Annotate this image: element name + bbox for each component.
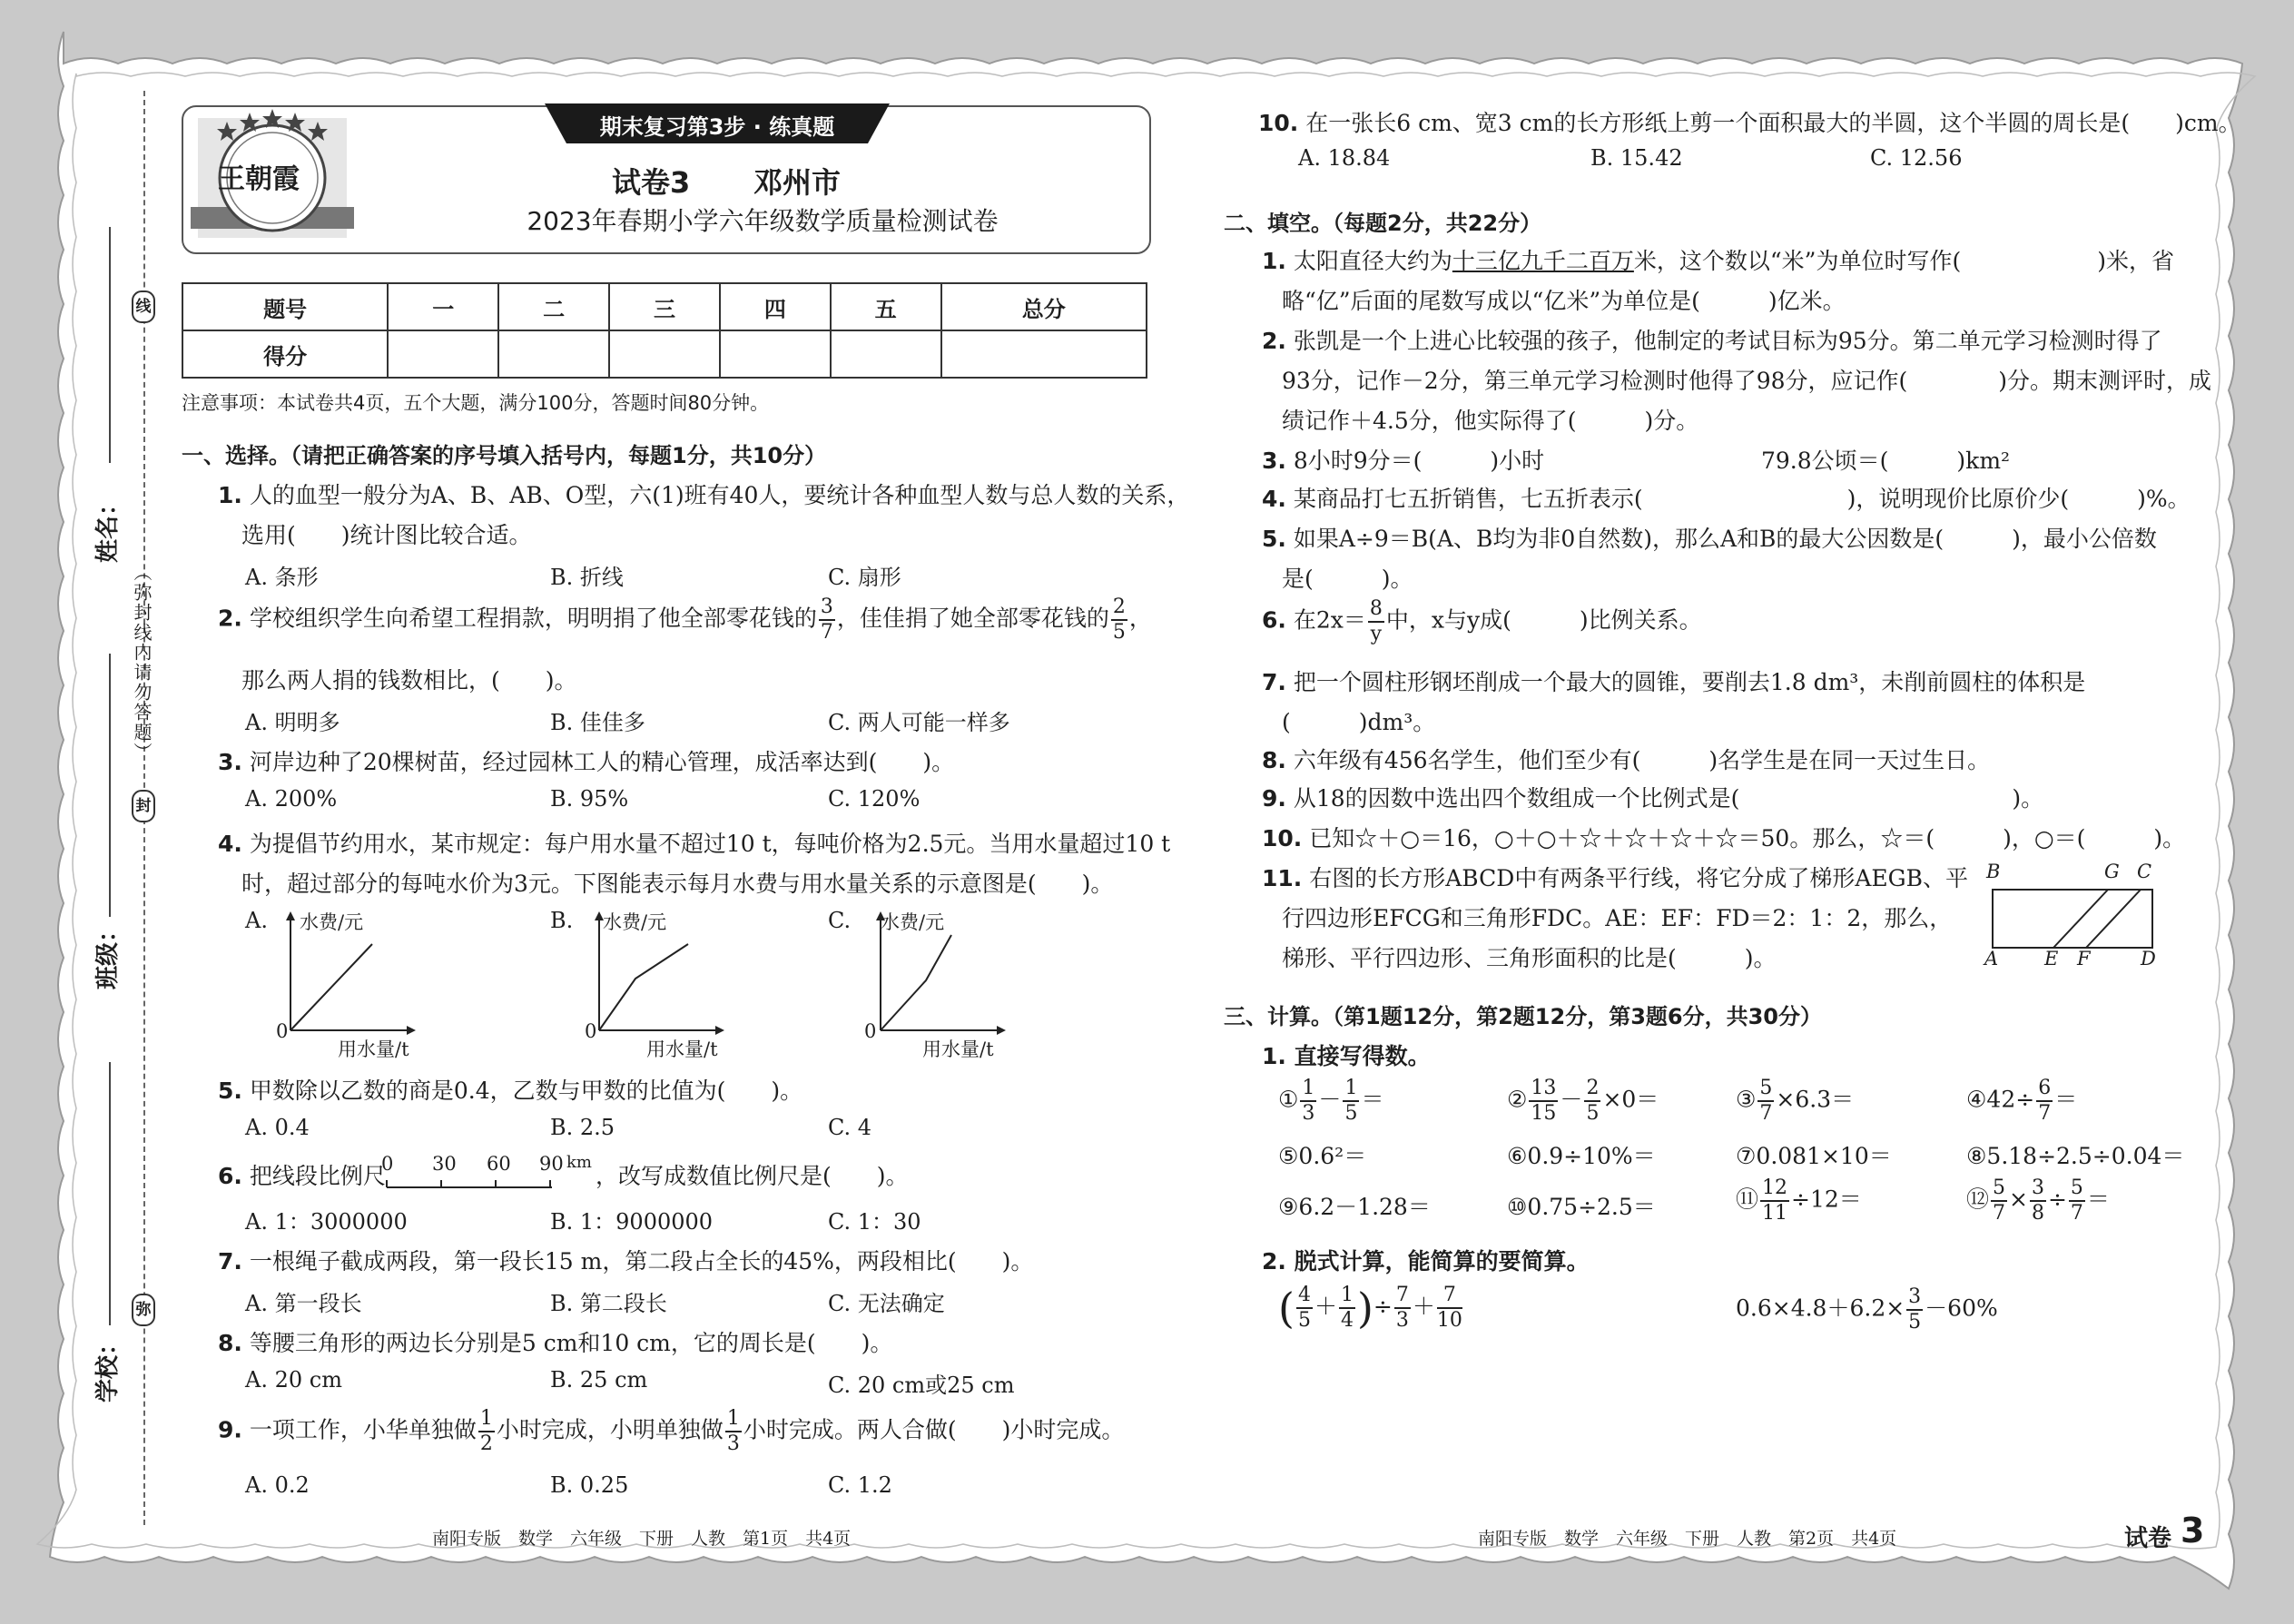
s1-q10-option-b[interactable]: B. 15.42 — [1590, 145, 1683, 171]
scale-tick: 90 — [539, 1153, 564, 1175]
diagram-label-g: G — [2104, 861, 2120, 882]
scale-tick: 30 — [432, 1153, 457, 1175]
s1-q3-option-b[interactable]: B. 95% — [550, 786, 629, 812]
calc-11: ⑪ $\frac{12}{11}$ ÷12＝ — [1736, 1176, 1862, 1225]
calc-3: ③ $\frac{5}{7}$ ×6.3＝ — [1736, 1077, 1855, 1125]
score-header-cell: 题号 — [182, 283, 388, 330]
s2-q11: 11. 右图的长方形ABCD中有两条平行线，将它分成了梯形AEGB、平 — [1262, 865, 1968, 891]
s1-q5-option-a[interactable]: A. 0.4 — [245, 1115, 310, 1140]
s2-q2: 2. 张凯是一个上进心比较强的孩子，他制定的考试目标为95分。第二单元学习检测时得了 — [1262, 328, 2162, 354]
calc-1: ① $\frac{1}{3}$ － $\frac{1}{5}$ ＝ — [1278, 1077, 1384, 1125]
s2-q7: 7. 把一个圆柱形钢坯削成一个最大的圆锥，要削去1.8 dm³，未削前圆柱的体积是 — [1262, 669, 2086, 695]
s1-q2-option-a[interactable]: A. 明明多 — [245, 710, 340, 735]
graph-a-origin: 0 — [276, 1020, 289, 1042]
score-value-row — [182, 330, 1147, 378]
calc-4: ④42÷ $\frac{6}{7}$ ＝ — [1966, 1077, 2078, 1125]
score-table — [182, 282, 1147, 379]
graph-a-ylabel: 水费/元 — [300, 911, 364, 933]
section1-title: 一、选择。（请把正确答案的序号填入括号内，每题1分，共10分） — [182, 443, 827, 468]
school-label: 学校： — [94, 1331, 122, 1403]
s2-q3: 3. 8小时9分＝( )小时 — [1262, 448, 1545, 474]
s1-q6: 6. 把线段比例尺 — [218, 1163, 386, 1189]
s1-q5-option-b[interactable]: B. 2.5 — [550, 1115, 615, 1140]
score-cell[interactable] — [609, 330, 720, 378]
s1-q7-option-a[interactable]: A. 第一段长 — [245, 1291, 362, 1316]
binding-seal-mark: 封 — [132, 790, 155, 822]
s1-q1-option-a[interactable]: A. 条形 — [245, 565, 319, 590]
notice: 注意事项：本试卷共4页，五个大题，满分100分，答题时间80分钟。 — [182, 392, 770, 414]
binding-note: （弥封线内请勿答题） — [131, 563, 153, 763]
exam-city: 邓州市 — [753, 165, 842, 200]
binding-line-mark: 线 — [132, 290, 155, 323]
s2-q5: 5. 如果A÷9＝B(A、B均为非0自然数)，那么A和B的最大公因数是( )，最小公倍数 — [1262, 526, 2157, 552]
scale-bar — [383, 1158, 565, 1195]
scale-tick: 60 — [487, 1153, 511, 1175]
s2-q6: 6. 在2x＝ $\frac{8}{y}$ 中，x与y成( )比例关系。 — [1262, 597, 1702, 645]
s1-q8-option-b[interactable]: B. 25 cm — [550, 1367, 648, 1393]
score-header-cell: 总分 — [941, 283, 1147, 330]
logo-text: 王朝霞 — [218, 163, 300, 195]
s2-q9: 9. 从18的因数中选出四个数组成一个比例式是( )。 — [1262, 785, 2044, 812]
graph-a-xlabel: 用水量/t — [338, 1038, 409, 1060]
s2-q11-line3: 梯形、平行四边形、三角形面积的比是( )。 — [1282, 945, 1777, 971]
score-header-cell: 四 — [720, 283, 831, 330]
diagram-label-f: F — [2077, 948, 2091, 969]
exam-number: 试卷3 — [612, 165, 691, 200]
calc-10: ⑩0.75÷2.5＝ — [1507, 1194, 1656, 1220]
scale-tick: 0 — [381, 1153, 394, 1175]
diagram-label-a: A — [1984, 948, 1999, 969]
s1-q6-option-b[interactable]: B. 1：9000000 — [550, 1209, 714, 1235]
s1-q7-option-c[interactable]: C. 无法确定 — [828, 1291, 945, 1316]
binding-mi-mark: 弥 — [132, 1294, 155, 1326]
school-input-line[interactable] — [109, 1062, 111, 1325]
score-cell[interactable] — [388, 330, 498, 378]
name-label: 姓名： — [94, 491, 122, 563]
s1-q9-option-b[interactable]: B. 0.25 — [550, 1472, 629, 1498]
calc-2: ② $\frac{13}{15}$ － $\frac{2}{5}$ ×0＝ — [1507, 1077, 1659, 1125]
s1-q8-option-a[interactable]: A. 20 cm — [245, 1367, 342, 1393]
calc-9: ⑨6.2－1.28＝ — [1278, 1194, 1431, 1220]
s1-q1-option-c[interactable]: C. 扇形 — [828, 565, 901, 590]
scale-unit: km — [566, 1153, 592, 1172]
footer-left: 南阳专版 数学 六年级 下册 人教 第1页 共4页 — [432, 1529, 852, 1549]
expr-1: ( $\frac{4}{5}$ ＋ $\frac{1}{4}$ )÷ $\frac{7}{3}$ ＋ $\frac{7}{10}$ — [1278, 1284, 1462, 1333]
s2-q11-line2: 行四边形EFCG和三角形FDC。AE：EF：FD＝2：1：2，那么， — [1282, 905, 1953, 931]
s1-q10: 10. 在一张长6 cm、宽3 cm的长方形纸上剪一个面积最大的半圆，这个半圆的周长是( )cm。 — [1258, 110, 2241, 136]
page-badge-number: 3 — [2181, 1511, 2205, 1550]
score-header-cell: 五 — [831, 283, 941, 330]
s1-q2-line2: 那么两人捐的钱数相比，( )。 — [241, 667, 577, 694]
s2-q2-line2: 93分，记作－2分，第三单元学习检测时他得了98分，应记作( )分。期末测评时，成 — [1282, 368, 2212, 394]
score-header-cell: 一 — [388, 283, 498, 330]
s2-q8: 8. 六年级有456名学生，他们至少有( )名学生是在同一天过生日。 — [1262, 747, 1991, 773]
s2-q4: 4. 某商品打七五折销售，七五折表示( )，说明现价比原价少( )%。 — [1262, 486, 2191, 512]
graph-b-origin: 0 — [585, 1020, 597, 1042]
s1-q4: 4. 为提倡节约用水，某市规定：每户用水量不超过10 t，每吨价格为2.5元。当用水量超过10 t — [218, 831, 1171, 857]
s1-q6-rest: ，改写成数值比例尺是( )。 — [596, 1163, 909, 1189]
s1-q4-option-a[interactable]: A. — [245, 908, 268, 933]
s1-q10-option-a[interactable]: A. 18.84 — [1298, 145, 1391, 171]
diagram-label-c: C — [2137, 861, 2152, 882]
diagram-label-e: E — [2044, 948, 2059, 969]
s1-q4-line2: 时，超过部分的每吨水价为3元。下图能表示每月水费与用水量关系的示意图是( )。 — [241, 871, 1114, 897]
graph-b-ylabel: 水费/元 — [603, 911, 667, 933]
score-cell[interactable] — [498, 330, 609, 378]
section2-title: 二、填空。（每题2分，共22分） — [1224, 211, 1542, 236]
s1-q3: 3. 河岸边种了20棵树苗，经过园林工人的精心管理，成活率达到( )。 — [218, 749, 955, 775]
step-banner: 期末复习第3步 · 练真题 — [599, 114, 835, 140]
s1-q4-option-c[interactable]: C. — [828, 908, 852, 933]
calc-7: ⑦0.081×10＝ — [1736, 1143, 1892, 1169]
score-header-row — [182, 283, 1147, 330]
graph-c-origin: 0 — [864, 1020, 877, 1042]
s1-q9-option-a[interactable]: A. 0.2 — [245, 1472, 310, 1498]
s1-q1-line2: 选用( )统计图比较合适。 — [241, 522, 532, 548]
s1-q6-option-c[interactable]: C. 1：30 — [828, 1209, 921, 1235]
s3-q2-title: 2. 脱式计算，能简算的要简算。 — [1262, 1248, 1590, 1275]
s2-q1-line2: 略“亿”后面的尾数写成以“亿米”为单位是( )亿米。 — [1282, 288, 1846, 314]
calc-5: ⑤0.6²＝ — [1278, 1143, 1367, 1169]
s1-q2-option-b[interactable]: B. 佳佳多 — [550, 710, 645, 735]
s1-q7: 7. 一根绳子截成两段，第一段长15 m，第二段占全长的45%，两段相比( )。 — [218, 1248, 1034, 1275]
s1-q3-option-c[interactable]: C. 120% — [828, 786, 921, 812]
s1-q7-option-b[interactable]: B. 第二段长 — [550, 1291, 667, 1316]
s2-q5-line2: 是( )。 — [1282, 566, 1413, 592]
s1-q8: 8. 等腰三角形的两边长分别是5 cm和10 cm，它的周长是( )。 — [218, 1330, 893, 1356]
s1-q8-option-c[interactable]: C. 20 cm或25 cm — [828, 1373, 1015, 1398]
s2-q10: 10. 已知☆＋○＝16，○＋○＋☆＋☆＋☆＋☆＝50。那么，☆＝( )，○＝( )。 — [1262, 825, 2186, 851]
s1-q1: 1. 人的血型一般分为A、B、AB、O型，六(1)班有40人，要统计各种血型人数与总人数的关系， — [218, 482, 1190, 508]
s1-q10-option-c[interactable]: C. 12.56 — [1870, 145, 1963, 171]
score-header-cell: 二 — [498, 283, 609, 330]
expr-2: 0.6×4.8＋6.2× $\frac{3}{5}$ －60% — [1736, 1285, 1998, 1334]
graph-b-xlabel: 用水量/t — [646, 1038, 718, 1060]
s1-q6-option-a[interactable]: A. 1：3000000 — [245, 1209, 408, 1235]
graph-c-ylabel: 水费/元 — [881, 911, 945, 933]
s1-q1-option-b[interactable]: B. 折线 — [550, 565, 624, 590]
s1-q9-option-c[interactable]: C. 1.2 — [828, 1472, 892, 1498]
s1-q2: 2. 学校组织学生向希望工程捐款，明明捐了他全部零花钱的 $\frac{3}{7}$ ，佳佳捐了她全部零花钱的 $\frac{2}{5}$ ， — [218, 595, 1152, 644]
s2-q2-line3: 绩记作＋4.5分，他实际得了( )分。 — [1282, 408, 1699, 434]
score-header-cell: 三 — [609, 283, 720, 330]
score-cell[interactable] — [720, 330, 831, 378]
calc-12: ⑫ $\frac{5}{7}$ × $\frac{3}{8}$ ÷ $\frac{5}{7}$ ＝ — [1966, 1176, 2110, 1225]
footer-right: 南阳专版 数学 六年级 下册 人教 第2页 共4页 — [1478, 1529, 1897, 1549]
score-row-label: 得分 — [182, 330, 388, 378]
section3-title: 三、计算。（第1题12分，第2题12分，第3题6分，共30分） — [1224, 1004, 1822, 1029]
name-input-line[interactable] — [109, 227, 111, 463]
s1-q4-option-b[interactable]: B. — [550, 908, 574, 933]
exam-subtitle: 2023年春期小学六年级数学质量检测试卷 — [527, 206, 999, 236]
s3-q1-title: 1. 直接写得数。 — [1262, 1043, 1431, 1069]
diagram-label-d: D — [2141, 948, 2156, 969]
rectangle-abcd-diagram — [1988, 885, 2161, 953]
calc-6: ⑥0.9÷10%＝ — [1507, 1143, 1656, 1169]
class-label: 班级： — [94, 918, 122, 989]
s2-q3-part2: 79.8公顷＝( )km² — [1761, 448, 2011, 474]
diagram-label-b: B — [1986, 861, 2001, 882]
s1-q5: 5. 甲数除以乙数的商是0.4，乙数与甲数的比值为( )。 — [218, 1078, 803, 1104]
s1-q9: 9. 一项工作，小华单独做 $\frac{1}{2}$ 小时完成，小明单独做 $\frac{1}{3}$ 小时完成。两人合做( )小时完成。 — [218, 1407, 1125, 1455]
class-input-line[interactable] — [109, 654, 111, 917]
s1-q5-option-c[interactable]: C. 4 — [828, 1115, 872, 1140]
score-cell[interactable] — [831, 330, 941, 378]
s2-q7-line2: ( )dm³。 — [1282, 709, 1436, 735]
s1-q3-option-a[interactable]: A. 200% — [245, 786, 338, 812]
page-badge-label: 试卷 — [2124, 1525, 2172, 1552]
score-cell[interactable] — [941, 330, 1147, 378]
s2-q1: 1. 太阳直径大约为十三亿九千二百万米，这个数以“米”为单位时写作( )米，省 — [1262, 248, 2174, 274]
s1-q2-option-c[interactable]: C. 两人可能一样多 — [828, 710, 1010, 735]
calc-8: ⑧5.18÷2.5÷0.04＝ — [1966, 1143, 2185, 1169]
graph-c-xlabel: 用水量/t — [922, 1038, 994, 1060]
